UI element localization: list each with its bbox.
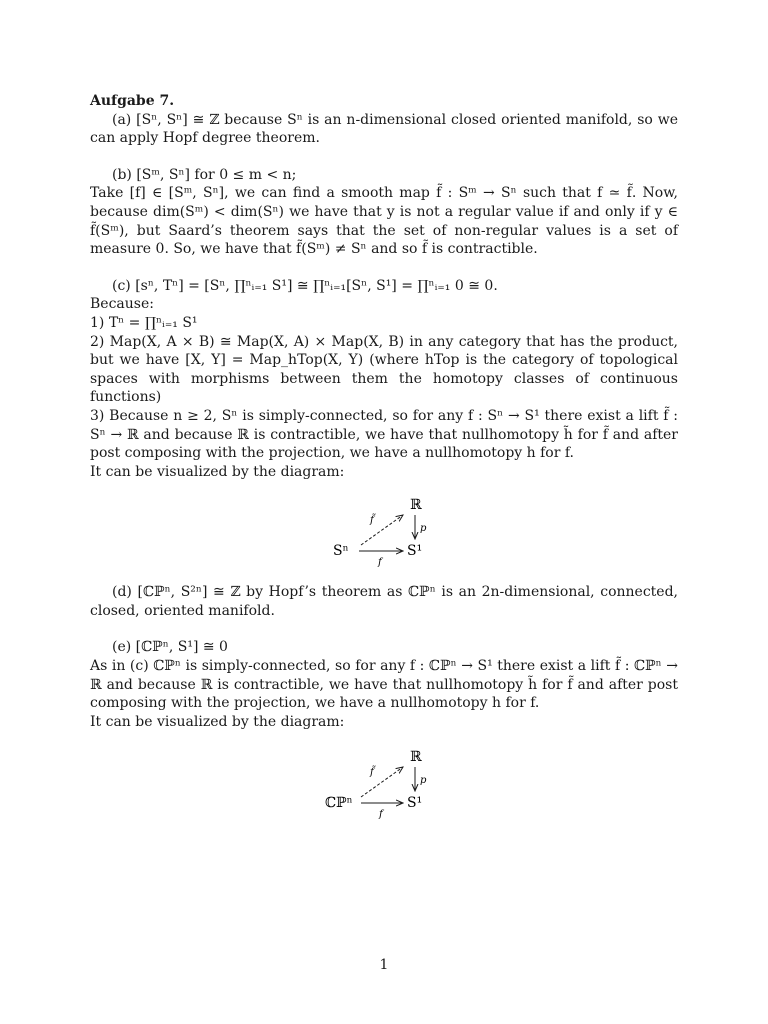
diagram2-lift-arrow	[361, 767, 403, 797]
commutative-diagram-2	[325, 745, 465, 835]
part-e-heading: (e) [ℂℙⁿ, S¹] ≅ 0	[112, 639, 228, 656]
part-e-visualize: It can be visualized by the diagram:	[90, 713, 345, 730]
diagram1-right-label: S¹	[407, 543, 423, 560]
diagram2-right-label: S¹	[407, 795, 423, 812]
page-number: 1	[379, 957, 389, 973]
part-c-heading: (c) [sⁿ, Tⁿ] = [Sⁿ, ∏ⁿᵢ₌₁ S¹] ≅ ∏ⁿᵢ₌₁[Sⁿ, S¹] = ∏ⁿᵢ₌₁ 0 ≅ 0.	[112, 277, 498, 294]
diagram1-proj-label: p	[420, 523, 427, 535]
part-d: (d) [ℂℙⁿ, S²ⁿ] ≅ ℤ by Hopf’s theorem as ℂℙⁿ is an 2n-dimensional, connected, closed, oriented manifold.	[90, 584, 678, 619]
commutative-diagram-1	[325, 493, 465, 583]
diagram1-lift-label: f̃	[370, 515, 374, 527]
part-b-body: Take [f] ∈ [Sᵐ, Sⁿ], we can find a smooth map f̃ : Sᵐ → Sⁿ such that f ≃ f̃. Now, because dim(Sᵐ) < dim(Sⁿ) we have that y is not a regular value if and only if y ∈ f̃(Sᵐ), but Saard’s theorem says that the set of non-regular values is a set of measure 0. So, we have that f̃(Sᵐ) ≠ Sⁿ and so f̃ is contractible.	[90, 185, 678, 258]
part-c-item-2: 2) Map(X, A × B) ≅ Map(X, A) × Map(X, B) in any category that has the product, but we have [X, Y] = Map_hTop(X, Y) (where hTop is the category of topological spaces with morphisms between them the homotopy classes of continuous functions)	[90, 333, 678, 406]
diagram2-bottom-label: f	[379, 809, 383, 821]
diagram2-top-label: ℝ	[410, 749, 422, 766]
part-b-heading: (b) [Sᵐ, Sⁿ] for 0 ≤ m < n;	[112, 166, 297, 183]
diagram1-left-label: Sⁿ	[333, 543, 349, 560]
diagram1-bottom-label: f	[378, 557, 382, 569]
diagram2-left-label: ℂℙⁿ	[325, 795, 353, 812]
diagram2-proj-label: p	[420, 775, 427, 787]
diagram2-lift-label: f̃	[370, 767, 374, 779]
part-a: (a) [Sⁿ, Sⁿ] ≅ ℤ because Sⁿ is an n-dimensional closed oriented manifold, so we can apply Hopf degree theorem.	[90, 111, 678, 147]
document-body	[90, 92, 678, 835]
part-c-visualize: It can be visualized by the diagram:	[90, 463, 345, 480]
part-e-body: As in (c) ℂℙⁿ is simply-connected, so for any f : ℂℙⁿ → S¹ there exist a lift f̃ : ℂℙⁿ → ℝ and because ℝ is contractible, we have that nullhomotopy h̃ for f̃ and after post composing with the projection, we have a nullhomotopy h for f.	[90, 658, 678, 712]
section-heading: Aufgabe 7.	[90, 93, 175, 109]
part-c-because: Because:	[90, 296, 154, 313]
part-c-item-3: 3) Because n ≥ 2, Sⁿ is simply-connected, so for any f : Sⁿ → S¹ there exist a lift f̃ : Sⁿ → ℝ and because ℝ is contractible, we have that nullhomotopy h̃ for f̃ and after post composing with the projection, we have a nullhomotopy h for f.	[90, 407, 678, 462]
diagram1-lift-arrow	[361, 515, 403, 545]
diagram1-top-label: ℝ	[410, 497, 422, 514]
part-c-item-1: 1) Tⁿ = ∏ⁿᵢ₌₁ S¹	[90, 314, 198, 331]
